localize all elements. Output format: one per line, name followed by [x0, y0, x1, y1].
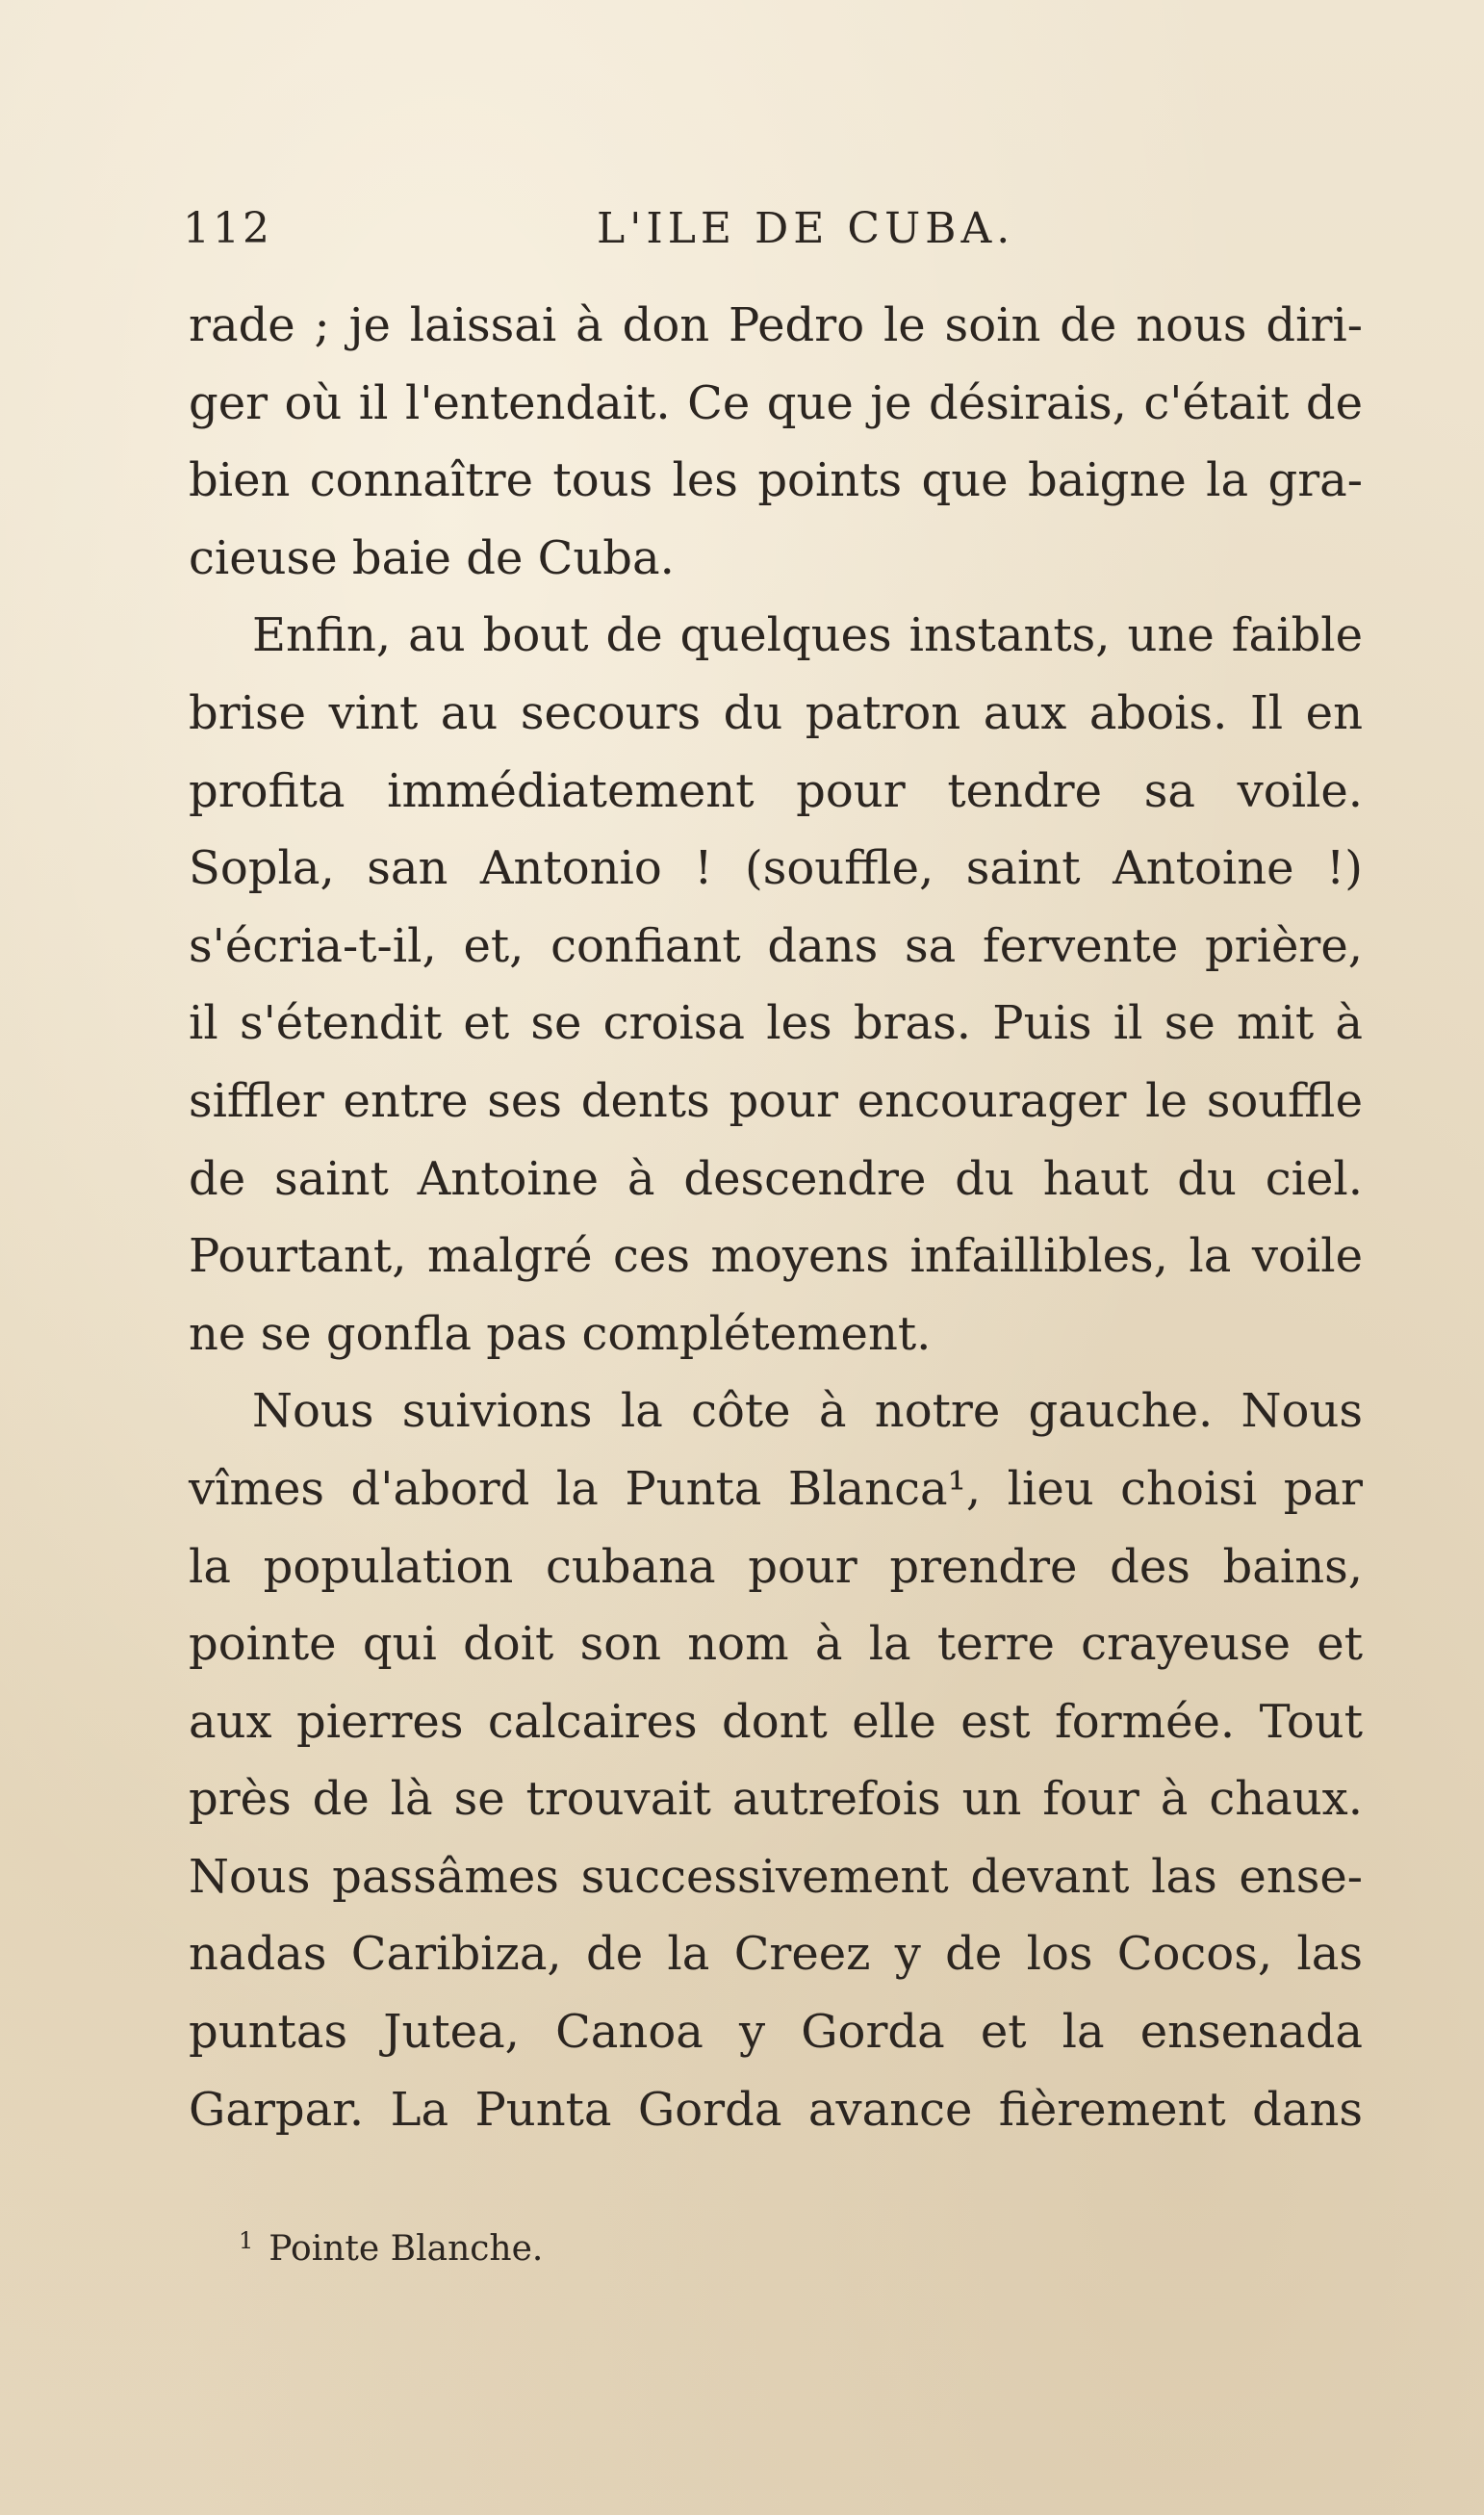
text-line: Nous passâmes successivement devant las ense-: [189, 1849, 1363, 1904]
running-title: L'ILE DE CUBA.: [597, 204, 1015, 253]
body-text: [189, 287, 1363, 2148]
text-line: cieuse baie de Cuba.: [189, 530, 675, 585]
running-head: [183, 204, 1367, 266]
text-line: Pourtant, malgré ces moyens infaillibles, la voile: [189, 1229, 1363, 1284]
text-line: pointe qui doit son nom à la terre crayeuse et: [189, 1617, 1363, 1672]
text-line: Enfin, au bout de quelques instants, une faible: [252, 608, 1363, 663]
footnote: [239, 2217, 543, 2273]
page-number: 112: [183, 204, 272, 253]
text-line: ne se gonfla pas complétement.: [189, 1306, 932, 1361]
text-line: la population cubana pour prendre des bains,: [189, 1539, 1363, 1594]
text-line: siffler entre ses dents pour encourager le souffle: [189, 1073, 1363, 1128]
text-line: il s'étendit et se croisa les bras. Puis il se mit à: [189, 996, 1363, 1051]
text-line: de saint Antoine à descendre du haut du ciel.: [189, 1151, 1363, 1206]
text-line: près de là se trouvait autrefois un four à chaux.: [189, 1772, 1363, 1827]
text-line: nadas Caribiza, de la Creez y de los Cocos, las: [189, 1927, 1363, 1982]
text-line: profita immédiatement pour tendre sa voile.: [189, 763, 1363, 818]
text-line: brise vint au secours du patron aux abois. Il en: [189, 685, 1363, 740]
text-line: Nous suivions la côte à notre gauche. Nous: [252, 1384, 1363, 1439]
text-line: aux pierres calcaires dont elle est formée. Tout: [189, 1694, 1363, 1749]
footnote-marker: 1: [239, 2227, 254, 2254]
text-line: Sopla, san Antonio ! (souffle, saint Antoine !): [189, 841, 1363, 896]
text-line: Garpar. La Punta Gorda avance fièrement dans: [189, 2082, 1363, 2137]
footnote-text: Pointe Blanche.: [269, 2229, 544, 2269]
text-line: ger où il l'entendait. Ce que je désirais, c'était de: [189, 375, 1363, 430]
text-line: bien connaître tous les points que baigne la gra-: [189, 453, 1363, 508]
text-line: vîmes d'abord la Punta Blanca¹, lieu choisi par: [189, 1461, 1363, 1516]
text-line: puntas Jutea, Canoa y Gorda et la ensenada: [189, 2005, 1363, 2060]
text-line: s'écria-t-il, et, confiant dans sa fervente prière,: [189, 918, 1363, 973]
text-line: rade ; je laissai à don Pedro le soin de nous diri-: [189, 298, 1363, 352]
